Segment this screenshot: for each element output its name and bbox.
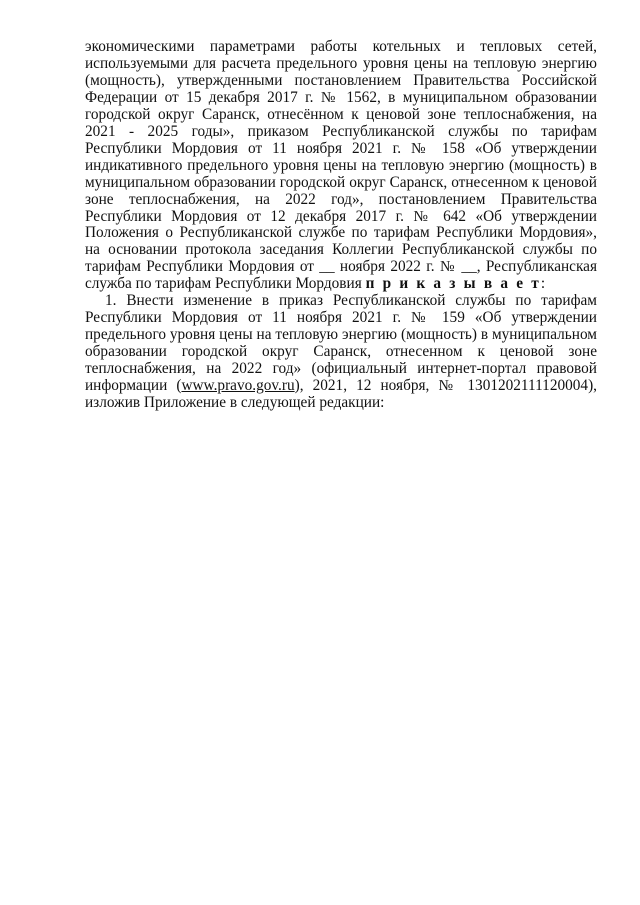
command-colon: : — [540, 275, 546, 293]
document-body — [85, 39, 597, 412]
paragraph-legal-basis — [85, 39, 597, 293]
paragraph-item-1 — [85, 293, 597, 412]
order-command-word: п р и к а з ы в а е т — [365, 275, 541, 293]
item-1-text-end: ), 2021, 12 ноября, № 1301202111120004), изложив Приложение в следующей редакции: — [85, 377, 597, 412]
item-1-text: 1. Внести изменение в приказ Республиканской службы по тарифам Республики Мордовия от 11 ноября 2021 г. № 159 «Об утверждении предельного уровня цены на тепловую энергию (мощность) в муниципальном образовании городской округ Саранск, отнесенном к ценовой зоне теплоснабжения, на 2022 год» (официальный интернет-портал правовой информации ( — [85, 292, 597, 395]
pravo-gov-link[interactable]: www.pravo.gov.ru — [181, 377, 295, 395]
legal-basis-text: экономическими параметрами работы котельных и тепловых сетей, используемыми для расчета предельного уровня цены на тепловую энергию (мощность), утвержденными постановлением Правительства Российской Федерации от 15 декабря 2017 г. № 1562, в муниципальном образовании городской округ Саранск, отнесённом к ценовой зоне теплоснабжения, на 2021 - 2025 годы», приказом Республиканской службы по тарифам Республики Мордовия от 11 ноября 2021 г. № 158 «Об утверждении индикативного предельного уровня цены на тепловую энергию (мощность) в муниципальном образовании городской округ Саранск, отнесенном к ценовой зоне теплоснабжения, на 2022 год», постановлением Правительства Республики Мордовия от 12 декабря 2017 г. № 642 «Об утверждении Положения о Республиканской службе по тарифам Республики Мордовия», на основании протокола заседания Коллегии Республиканской службы по тарифам Республики Мордовия от __ ноября 2022 г. № __, Республиканская служба по тарифам Республики Мордовия — [85, 38, 597, 293]
